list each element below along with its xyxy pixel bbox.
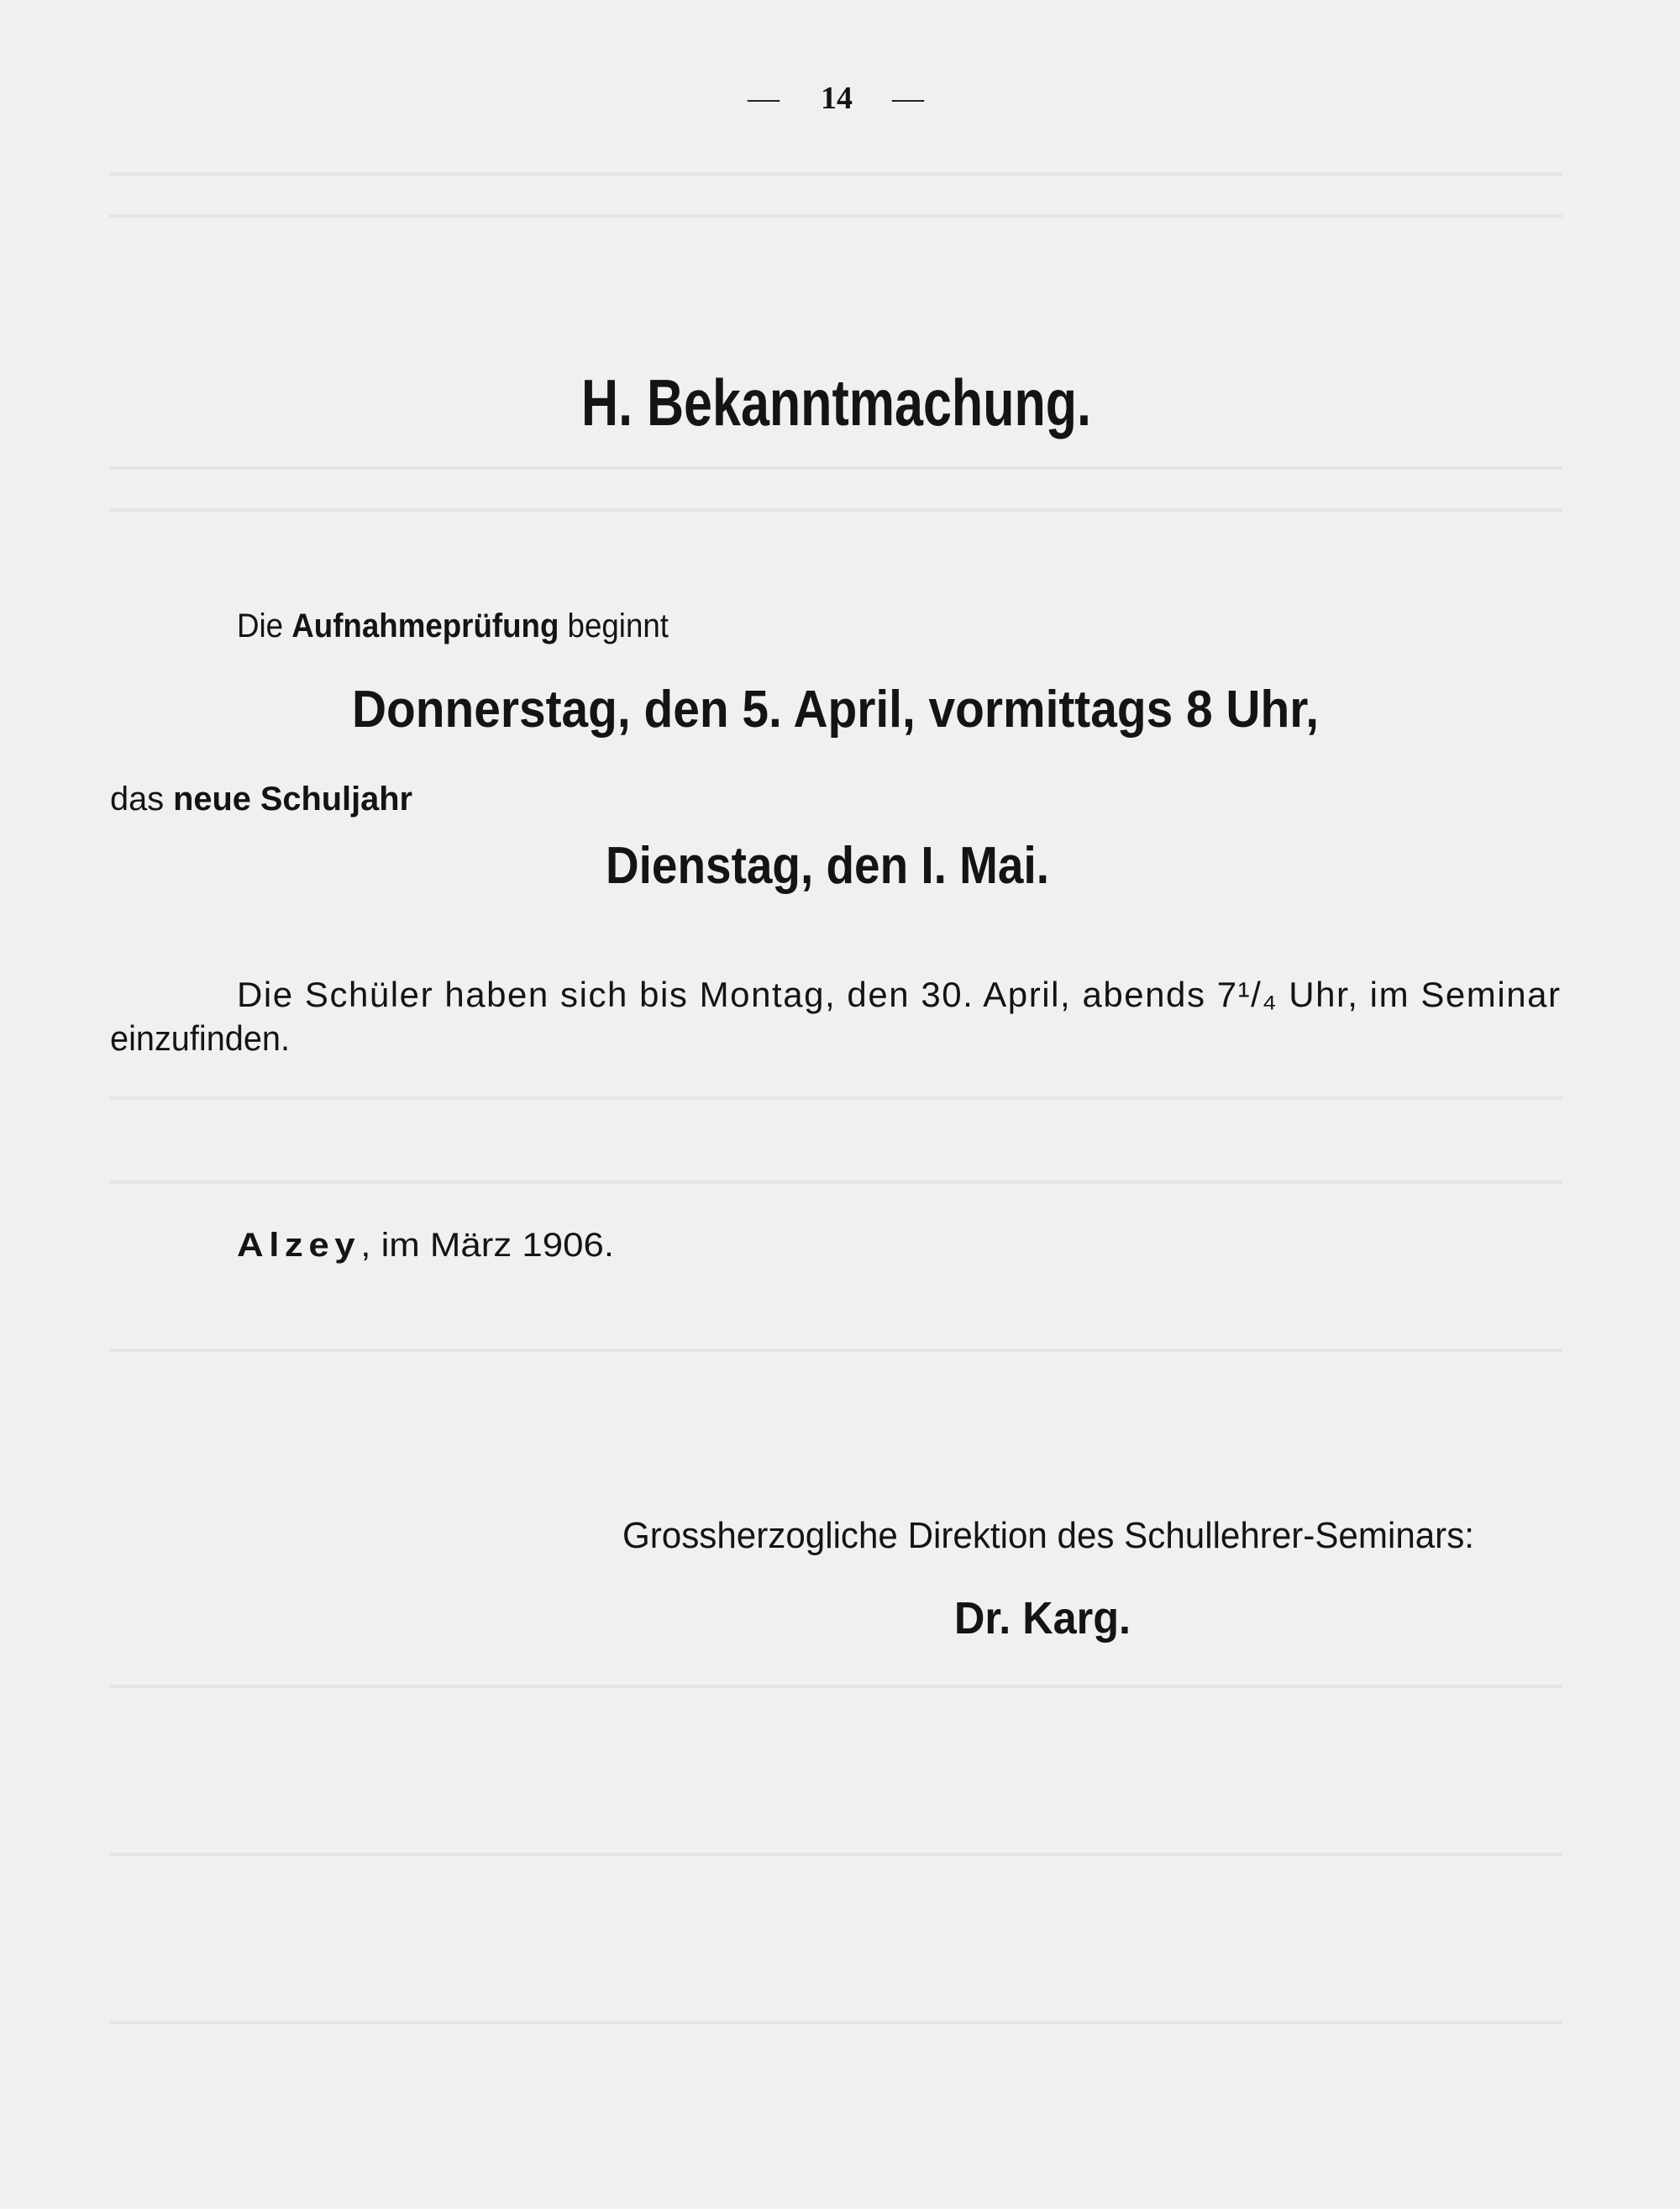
page-number-dash-right: — xyxy=(892,81,924,116)
page-number-dash-left: — xyxy=(748,81,780,116)
signature-name: Dr. Karg. xyxy=(954,1593,1131,1644)
bleed-through-texture xyxy=(109,172,1562,2024)
exam-date: Donnerstag, den 5. April, vormittags 8 Uhr, xyxy=(352,681,1319,739)
date-text: , im März 1906. xyxy=(360,1227,592,1264)
place-date xyxy=(237,1227,614,1264)
section-heading: H. Bekanntmachung. xyxy=(581,366,1091,439)
school-year-prefix: das xyxy=(110,781,174,818)
exam-intro-prefix: Die xyxy=(237,607,297,644)
exam-intro-suffix: beginnt xyxy=(559,607,679,644)
arrival-line-1: Die Schüler haben sich bis Montag, den 30. April, abends 7¹/₄ Uhr, im Seminar xyxy=(237,975,1561,1014)
school-year-emph: neue Schuljahr xyxy=(173,781,414,818)
exam-intro xyxy=(237,607,679,644)
place-name: Alzey xyxy=(237,1227,350,1264)
school-year-date: Dienstag, den I. Mai. xyxy=(606,837,1049,895)
arrival-line-2: einzufinden. xyxy=(110,1018,290,1058)
school-year-intro xyxy=(110,781,412,818)
page-number: 14 xyxy=(821,81,853,116)
exam-intro-emph: Aufnahmeprüfung xyxy=(291,607,583,644)
signature-authority: Grossherzogliche Direktion des Schullehrer-Seminars: xyxy=(622,1515,1474,1556)
